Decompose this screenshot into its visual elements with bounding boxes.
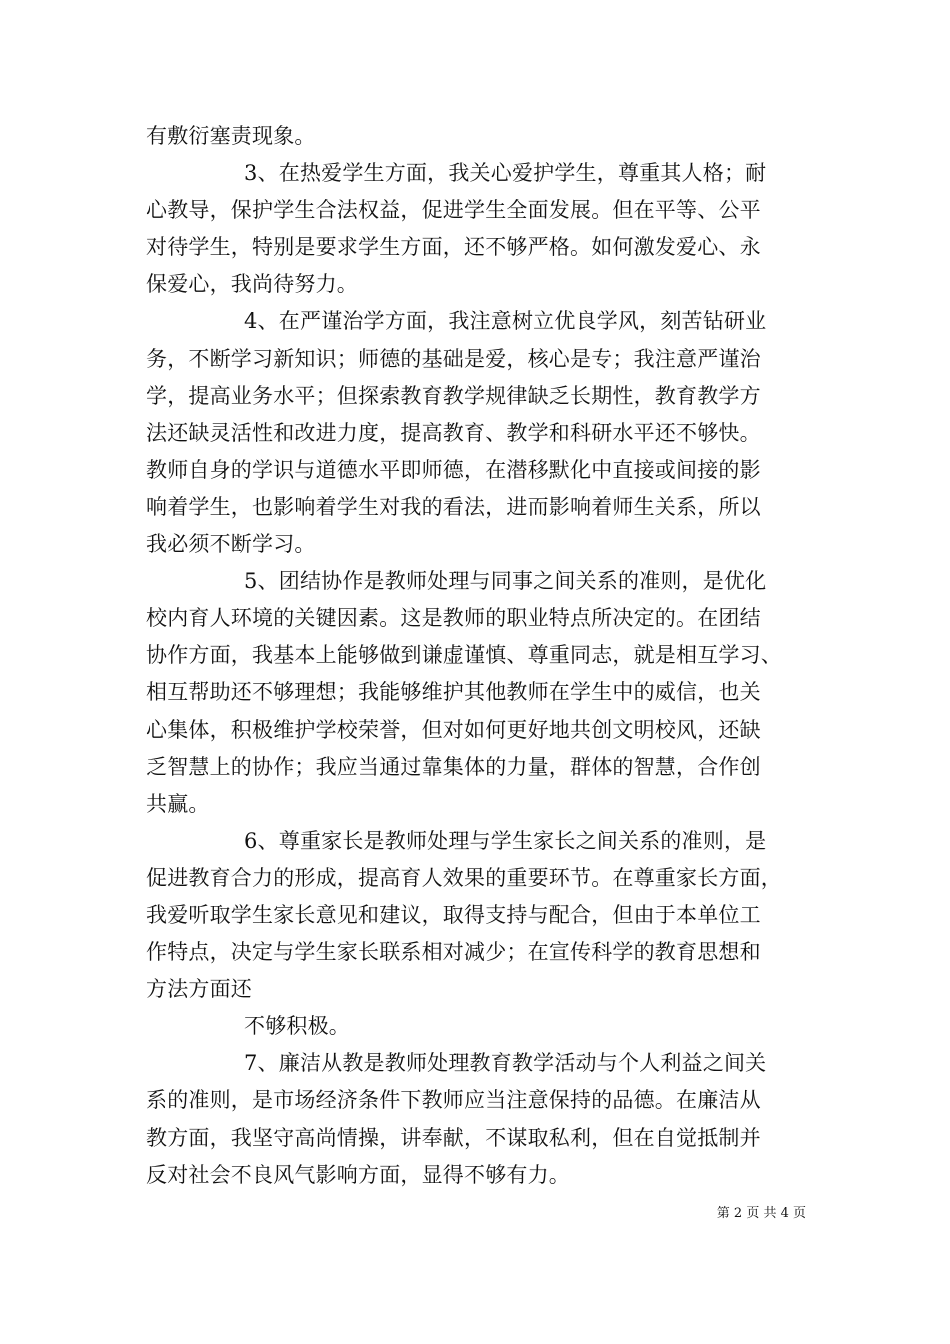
text-line: 乏智慧上的协作；我应当通过靠集体的力量，群体的智慧，合作创	[146, 754, 761, 779]
text-line: 共赢。	[146, 791, 210, 816]
text-line: 促进教育合力的形成，提高育人效果的重要环节。在尊重家长方面，	[146, 865, 782, 890]
text-line: 3、在热爱学生方面，我关心爱护学生，尊重其人格；耐	[244, 161, 767, 186]
text-line: 法还缺灵活性和改进力度，提高教育、教学和科研水平还不够快。	[146, 420, 761, 445]
text-line: 不够积极。	[244, 1014, 350, 1039]
text-line: 方法方面还	[146, 977, 252, 1002]
page-number: 第 2 页 共 4 页	[716, 1206, 806, 1221]
text-line: 校内育人环境的关键因素。这是教师的职业特点所决定的。在团结	[146, 606, 761, 631]
text-line: 4、在严谨治学方面，我注意树立优良学风，刻苦钻研业	[244, 309, 767, 334]
text-line: 系的准则，是市场经济条件下教师应当注意保持的品德。在廉洁从	[146, 1088, 761, 1113]
text-line: 相互帮助还不够理想；我能够维护其他教师在学生中的威信，也关	[146, 680, 761, 705]
text-line: 有敷衍塞责现象。	[146, 124, 316, 148]
text-line: 教方面，我坚守高尚情操，讲奉献，不谋取私利，但在自觉抵制并	[146, 1125, 761, 1150]
document-body	[146, 118, 810, 1194]
text-line: 7、廉洁从教是教师处理教育教学活动与个人利益之间关	[244, 1051, 767, 1076]
text-line: 作特点，决定与学生家长联系相对减少；在宣传科学的教育思想和	[146, 940, 761, 965]
text-line: 务，不断学习新知识；师德的基础是爱，核心是专；我注意严谨治	[146, 346, 761, 371]
text-line: 反对社会不良风气影响方面，显得不够有力。	[146, 1162, 570, 1187]
text-line: 学，提高业务水平；但探索教育教学规律缺乏长期性，教育教学方	[146, 383, 761, 408]
text-line: 心教导，保护学生合法权益，促进学生全面发展。但在平等、公平	[146, 198, 761, 223]
text-line: 我必须不断学习。	[146, 532, 316, 557]
text-line: 保爱心，我尚待努力。	[146, 272, 358, 297]
text-line: 我爱听取学生家长意见和建议，取得支持与配合，但由于本单位工	[146, 902, 761, 927]
text-line: 5、团结协作是教师处理与同事之间关系的准则，是优化	[244, 569, 767, 594]
text-line: 教师自身的学识与道德水平即师德，在潜移默化中直接或间接的影	[146, 457, 761, 482]
text-line: 对待学生，特别是要求学生方面，还不够严格。如何激发爱心、永	[146, 235, 761, 260]
text-line: 6、尊重家长是教师处理与学生家长之间关系的准则，是	[244, 828, 767, 853]
text-line: 响着学生，也影响着学生对我的看法，进而影响着师生关系，所以	[146, 494, 761, 519]
text-line: 心集体，积极维护学校荣誉，但对如何更好地共创文明校风，还缺	[146, 717, 761, 742]
text-line: 协作方面，我基本上能够做到谦虚谨慎、尊重同志，就是相互学习、	[146, 643, 782, 668]
